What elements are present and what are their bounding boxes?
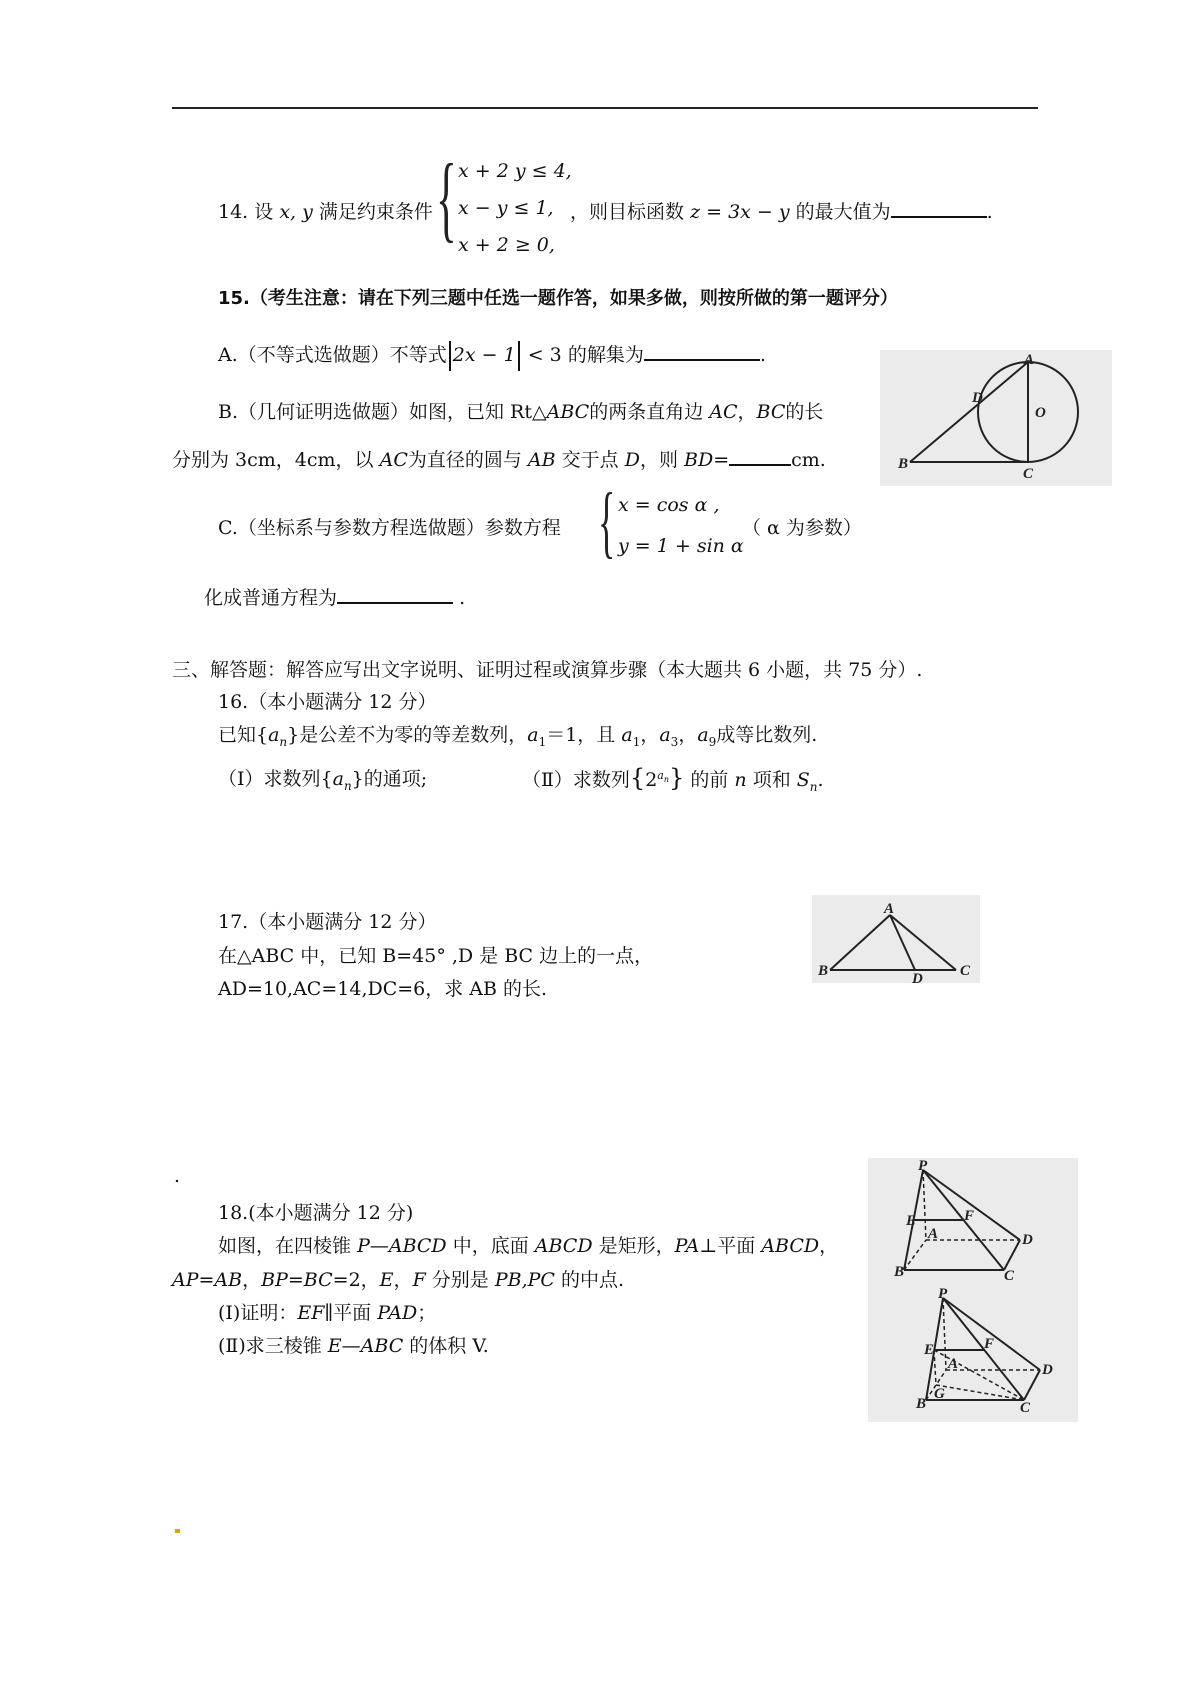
q14-constraint-3: x + 2 ≥ 0, xyxy=(458,234,555,256)
q14-constraint-1: x + 2 y ≤ 4, xyxy=(458,160,572,182)
figure-pyramids xyxy=(868,1158,1078,1422)
q18-head: 18.(本小题满分 12 分) xyxy=(218,1202,414,1224)
stray-dot: . xyxy=(174,1165,181,1187)
label-c: C xyxy=(1023,466,1034,482)
label-d: D xyxy=(1042,1362,1053,1378)
header-rule xyxy=(172,107,1038,109)
q16-part2: （Ⅱ）求数列$\{2^{a_n}\}$ 的前 n 项和 $S_n$. xyxy=(522,764,824,794)
label-f: F xyxy=(984,1336,995,1352)
q15-b-answer-blank[interactable] xyxy=(729,464,791,466)
triangle-diagram xyxy=(812,895,980,983)
label-c: C xyxy=(960,963,971,979)
label-a: A xyxy=(1024,352,1035,368)
label-g: G xyxy=(934,1386,945,1402)
q16-part1: （Ⅰ）求数列$\{a_n\}$的通项; xyxy=(218,768,428,793)
label-c: C xyxy=(1020,1400,1031,1416)
edge-cd xyxy=(1004,1240,1020,1270)
edge-pa xyxy=(923,1170,926,1240)
label-d: D xyxy=(912,971,923,983)
label-c: C xyxy=(1004,1268,1015,1284)
figure-circle-triangle xyxy=(880,350,1112,486)
q16-head: 16.（本小题满分 12 分） xyxy=(218,691,437,713)
q18-part2: (Ⅱ)求三棱锥 E—ABC 的体积 V. xyxy=(218,1335,489,1357)
label-o: O xyxy=(1035,405,1046,421)
segment-ad xyxy=(890,915,915,970)
q15-a-answer-blank[interactable] xyxy=(644,359,760,361)
q15-c-answer-blank[interactable] xyxy=(337,602,453,604)
abs-bar-left xyxy=(449,341,451,371)
q14-suffix: ，则目标函数 z = 3x − y 的最大值为 . xyxy=(570,201,993,223)
q17-head: 17.（本小题满分 12 分） xyxy=(218,911,437,933)
q14-prefix: 14. 设 x, y 满足约束条件 xyxy=(218,201,433,223)
q15-a: A.（不等式选做题）不等式 2x − 1 < 3 的解集为 . xyxy=(218,340,766,371)
label-e: E xyxy=(924,1342,935,1358)
section-3-heading: 三、解答题：解答应写出文字说明、证明过程或演算步骤（本大题共 6 小题，共 75 分）. xyxy=(172,659,923,681)
q14-constraint-2: x − y ≤ 1, xyxy=(458,197,554,219)
label-b: B xyxy=(894,1264,905,1280)
figure-triangle-abc xyxy=(812,895,980,983)
circle-triangle-diagram xyxy=(880,350,1112,486)
q18-line2: AP=AB，BP=BC=2，E，F 分别是 PB,PC 的中点. xyxy=(172,1269,625,1291)
label-b: B xyxy=(818,963,829,979)
label-p: P xyxy=(938,1286,948,1302)
label-e: E xyxy=(906,1213,917,1229)
q15-c-eq1: x = cos α , xyxy=(618,494,720,516)
q15-c-note: （ α 为参数） xyxy=(742,517,862,539)
q18-part1: (Ⅰ)证明：EF∥平面 PAD； xyxy=(218,1302,437,1324)
edge-cd xyxy=(1024,1370,1040,1400)
label-b: B xyxy=(916,1396,927,1412)
q14-answer-blank[interactable] xyxy=(891,216,987,218)
label-a: A xyxy=(884,901,895,917)
q15-c-eq2: y = 1 + sin α xyxy=(618,535,744,557)
q15-b-line1: B.（几何证明选做题）如图，已知 Rt△ABC的两条直角边 AC，BC的长 xyxy=(218,401,824,423)
label-d: D xyxy=(972,390,983,406)
segment-ac xyxy=(890,915,956,970)
q15-c-brace: { xyxy=(598,478,616,566)
q17-line2: AD=10,AC=14,DC=6，求 AB 的长. xyxy=(218,978,548,1000)
label-d: D xyxy=(1022,1232,1033,1248)
q17-line1: 在△ABC 中，已知 B=45° ,D 是 BC 边上的一点， xyxy=(218,945,654,967)
q15-title: 15.（考生注意：请在下列三题中任选一题作答，如果多做，则按所做的第一题评分） xyxy=(218,288,898,309)
label-b: B xyxy=(898,456,909,472)
edge-pa xyxy=(943,1298,946,1370)
pyramid-diagrams xyxy=(868,1158,1078,1422)
label-p: P xyxy=(918,1158,928,1174)
segment-ab xyxy=(830,915,890,970)
abs-bar-right xyxy=(518,341,520,371)
q16-line1: 已知$\{a_n\}$是公差不为零的等差数列，$a_1=1$，且 $a_1$，$a_3$，$a_9$成等比数列. xyxy=(218,724,818,749)
q15-c-prefix: C.（坐标系与参数方程选做题）参数方程 xyxy=(218,517,561,539)
pyramid-1 xyxy=(893,1158,1033,1284)
q15-b-line2: 分别为 3cm，4cm，以 AC为直径的圆与 AB 交于点 D，则 BD= cm. xyxy=(172,449,826,471)
segment-ab xyxy=(910,362,1028,462)
label-a: A xyxy=(948,1356,959,1372)
stray-mark xyxy=(175,1529,180,1533)
q18-line1: 如图，在四棱锥 P—ABCD 中，底面 ABCD 是矩形，PA⊥平面 ABCD， xyxy=(218,1235,839,1257)
label-a: A xyxy=(928,1226,939,1242)
label-f: F xyxy=(964,1208,975,1224)
q14-brace: { xyxy=(436,144,457,251)
q15-c-line2: 化成普通方程为 . xyxy=(204,587,466,609)
pyramid-2 xyxy=(915,1286,1053,1416)
